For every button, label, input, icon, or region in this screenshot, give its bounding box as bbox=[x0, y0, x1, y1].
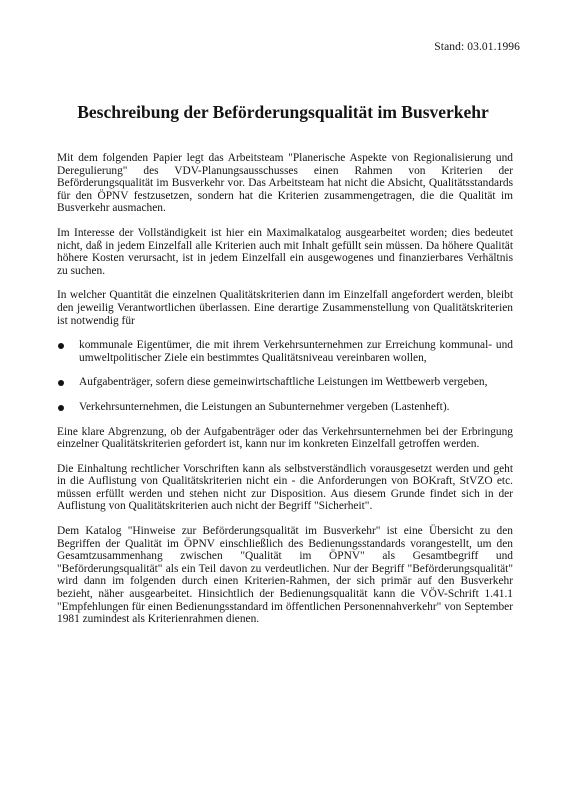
list-item-text: Verkehrsunternehmen, die Leistungen an Subunternehmer vergeben (Lastenheft). bbox=[79, 400, 450, 413]
bullet-icon bbox=[58, 405, 64, 411]
paragraph-quantity: In welcher Quantität die einzelnen Qualitätskriterien dann im Einzelfall angefordert werden, bleibt den jeweilig Verantwortlichen überlassen. Eine derartige Zusammenstellung von Qualitätskriterien ist notwendig für bbox=[57, 289, 513, 327]
paragraph-legal: Die Einhaltung rechtlicher Vorschriften kann als selbstverständlich vorausgesetzt werden und geht in die Auflistung von Qualitätskriterien nicht ein - die Anforderungen von BOKraft, StVZO etc. müssen erfüllt werden und stehen nicht zur Disposition. Aus diesem Grunde findet sich in der Auflistung von Qualitätskriterien auch nicht der Begriff "Sicherheit". bbox=[57, 462, 513, 513]
paragraph-catalog: Dem Katalog "Hinweise zur Beförderungsqualität im Busverkehr" ist eine Übersicht zu den Begriffen der Qualität im ÖPNV einschließlich des Bedienungsstandards vorangestellt, um den Gesamtzusammenhang zwischen "Qualität im ÖPNV" als Gesamtbegriff und "Beförderungsqualität" als ein Teil davon zu verdeutlichen. Nur der Begriff "Beförderungsqualität" wird dann im folgenden durch einen Kriterien-Rahmen, der sich primär auf den Busverkehr bezieht, näher ausgearbeitet. Hinsichtlich der Bedienungsqualität kann die VÖV-Schrift 1.41.1 "Empfehlungen für einen Bedienungsstandard im öffentlichen Personennahverkehr" von September 1981 zumindest als Kriterienrahmen dienen. bbox=[57, 525, 513, 626]
list-item-text: Aufgabenträger, sofern diese gemeinwirtschaftliche Leistungen im Wettbewerb vergeben, bbox=[79, 376, 488, 389]
paragraph-delimitation: Eine klare Abgrenzung, ob der Aufgabenträger oder das Verkehrsunternehmen bei der Erbringung einzelner Qualitätskriterien gefordert ist, kann nur im konkreten Einzelfall getroffen werden. bbox=[57, 425, 513, 451]
document-body bbox=[57, 152, 513, 638]
list-item bbox=[57, 401, 513, 414]
bullet-icon bbox=[58, 343, 64, 349]
paragraph-completeness: Im Interesse der Vollständigkeit ist hier ein Maximalkatalog ausgearbeitet worden; dies bedeutet nicht, daß in jedem Einzelfall alle Kriterien auch mit Inhalt gefüllt sein müssen. Da höhere Qualität höhere Kosten verursacht, ist in jedem Einzelfall ein ausgewogenes und finanzierbares Verhältnis zu suchen. bbox=[57, 226, 513, 277]
list-item bbox=[57, 339, 513, 364]
paragraph-intro: Mit dem folgenden Papier legt das Arbeitsteam "Planerische Aspekte von Regionalisierung und Deregulierung" des VDV-Planungsausschusses einen Rahmen von Kriterien der Beförderungsqualität im Busverkehr vor. Das Arbeitsteam hat nicht die Absicht, Qualitätsstandards für den ÖPNV festzusetzen, sondern hat die Kriterien zusammengetragen, die die Qualität im Busverkehr ausmachen. bbox=[57, 152, 513, 215]
document-date: Stand: 03.01.1996 bbox=[434, 41, 520, 53]
bullet-icon bbox=[58, 380, 64, 386]
bullet-list bbox=[57, 339, 513, 413]
document-title: Beschreibung der Beförderungsqualität im Busverkehr bbox=[77, 102, 489, 122]
list-item bbox=[57, 376, 513, 389]
list-item-text: kommunale Eigentümer, die mit ihrem Verkehrsunternehmen zur Erreichung kommunal- und umweltpolitischer Ziele ein bestimmtes Qualitätsniveau vereinbaren wollen, bbox=[79, 339, 513, 364]
